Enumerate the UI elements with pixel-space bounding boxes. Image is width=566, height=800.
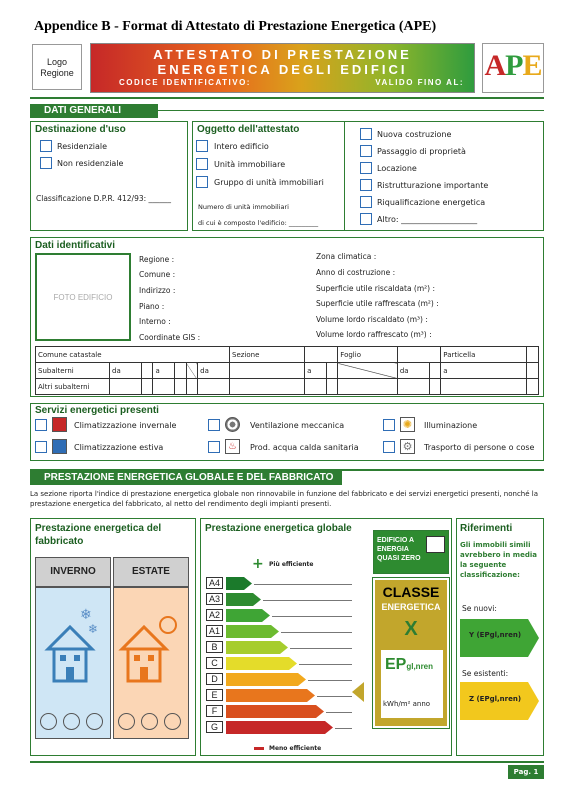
climatizzazione-estiva-label: Climatizzazione estiva <box>74 443 164 452</box>
nzeb-box <box>373 530 449 574</box>
energy-class-line <box>299 664 352 665</box>
esistenti-label: Se esistenti: <box>462 669 509 678</box>
valido-label: VALIDO FINO AL: <box>375 78 464 87</box>
indirizzo-field: Indirizzo : <box>139 286 176 295</box>
energy-class-bar-d <box>226 673 308 686</box>
subalterni-cell: Subalterni <box>36 363 110 379</box>
plus-icon: + <box>252 556 264 572</box>
energy-class-label-e: E <box>206 689 223 701</box>
snowflake-icon: ❄ <box>88 622 99 636</box>
winter-house-icon <box>44 605 104 685</box>
ape-banner <box>90 43 475 93</box>
foglio-cell: Foglio <box>338 347 398 363</box>
gear-icon: ⚙ <box>400 439 415 454</box>
energy-class-bar-c <box>226 657 299 670</box>
fabbricato-title: Prestazione energetica del fabbricato <box>35 523 162 547</box>
energy-class-line <box>290 648 352 649</box>
ventilazione-meccanica-checkbox[interactable] <box>208 419 220 431</box>
illuminazione-checkbox[interactable] <box>383 419 395 431</box>
energy-class-label-a1: A1 <box>206 625 223 637</box>
divider <box>30 97 544 99</box>
comune-catastale-cell: Comune catastale <box>36 347 230 363</box>
radiator-icon <box>52 417 67 432</box>
energy-class-line <box>308 680 352 681</box>
altri-subalterni-cell: Altri subalterni <box>36 379 110 395</box>
energy-class-bar-a1 <box>226 625 281 638</box>
volume-riscaldato-field: Volume lordo riscaldato (m³) : <box>316 315 428 324</box>
ape-logo-text: APE <box>484 49 542 82</box>
coordinate-gis-field: Coordinate GIS : <box>139 333 201 342</box>
ape-logo <box>482 43 544 93</box>
codice-label: CODICE IDENTIFICATIVO: <box>119 78 251 87</box>
riferimenti-title: Riferimenti <box>460 523 513 534</box>
foto-edificio-placeholder: FOTO EDIFICIO <box>35 253 131 341</box>
air-conditioner-icon <box>52 439 67 454</box>
smiley-neutral-icon[interactable] <box>141 713 158 730</box>
nzeb-checkbox[interactable] <box>426 536 445 553</box>
minus-icon <box>254 747 264 750</box>
section-dati-generali: DATI GENERALI <box>30 104 158 118</box>
intero-edificio-checkbox[interactable] <box>196 140 208 152</box>
smiley-sad-icon[interactable] <box>86 713 103 730</box>
energy-class-line <box>263 600 352 601</box>
comune-field: Comune : <box>139 270 176 279</box>
logo-regione: Logo Regione <box>32 44 82 90</box>
globale-title: Prestazione energetica globale <box>205 523 352 534</box>
trasporto-checkbox[interactable] <box>383 441 395 453</box>
zona-climatica-field: Zona climatica : <box>316 252 377 261</box>
energy-class-line <box>272 616 352 617</box>
non-residenziale-checkbox[interactable] <box>40 157 52 169</box>
acqua-calda-label: Prod. acqua calda sanitaria <box>250 443 359 452</box>
nzeb-label: EDIFICIO A ENERGIA QUASI ZERO <box>377 537 421 562</box>
classe-value: X <box>404 618 418 640</box>
catasto-table <box>35 346 539 395</box>
servizi-title: Servizi energetici presenti <box>35 405 159 416</box>
page-number: Pag. 1 <box>508 765 544 779</box>
piano-field: Piano : <box>139 302 165 311</box>
acqua-calda-checkbox[interactable] <box>208 441 220 453</box>
banner-line-2: ENERGETICA DEGLI EDIFICI <box>157 62 408 77</box>
catasto-header-row <box>36 347 539 363</box>
energy-class-label-c: C <box>206 657 223 669</box>
ep-subscript: gl,nren <box>406 662 434 671</box>
nuova-costruzione-label: Nuova costruzione <box>377 130 452 139</box>
trasporto-label: Trasporto di persone o cose <box>424 443 535 452</box>
energy-class-label-a3: A3 <box>206 593 223 605</box>
classificazione-field: Classificazione D.P.R. 412/93: ______ <box>36 194 172 203</box>
sezione-cell: Sezione <box>230 347 305 363</box>
energetica-label: ENERGETICA <box>381 602 441 612</box>
anno-costruzione-field: Anno di costruzione : <box>316 268 396 277</box>
smiley-happy-icon[interactable] <box>40 713 57 730</box>
unita-immobiliare-label: Unità immobiliare <box>214 160 286 169</box>
classe-label: CLASSE <box>382 584 440 600</box>
residenziale-checkbox[interactable] <box>40 140 52 152</box>
regione-field: Regione : <box>139 255 175 264</box>
energy-class-label-f: F <box>206 705 223 717</box>
energy-class-bar-a4 <box>226 577 254 590</box>
ep-label: EPgl,nren <box>385 656 434 673</box>
energy-class-bar-a3 <box>226 593 263 606</box>
banner-line-1: ATTESTATO DI PRESTAZIONE <box>153 47 412 62</box>
energy-class-line <box>335 728 352 729</box>
energy-class-label-b: B <box>206 641 223 653</box>
climatizzazione-invernale-checkbox[interactable] <box>35 419 47 431</box>
energy-class-bar-a2 <box>226 609 272 622</box>
ristrutturazione-label: Ristrutturazione importante <box>377 181 489 190</box>
dati-identificativi-title: Dati identificativi <box>35 240 116 251</box>
passaggio-proprieta-checkbox[interactable] <box>360 145 372 157</box>
page-title: Appendice B - Format di Attestato di Prestazione Energetica (APE) <box>34 19 437 34</box>
faucet-icon: ♨ <box>225 439 240 454</box>
energy-class-bar-e <box>226 689 317 702</box>
nuovi-label: Se nuovi: <box>462 604 497 613</box>
non-residenziale-label: Non residenziale <box>57 159 124 168</box>
energy-class-bar-f <box>226 705 326 718</box>
destinazione-box <box>30 121 188 231</box>
energy-class-label-g: G <box>206 721 223 733</box>
nuovi-value: Y (EPgl,nren) <box>468 631 522 639</box>
ventilazione-meccanica-label: Ventilazione meccanica <box>250 421 345 430</box>
prestazione-description: La sezione riporta l'indice di prestazione energetica globale non rinnovabile in funzione del fabbricato e dei servizi energetici presenti, nonché la prestazione energetica del fabbricato, al netto del rendimento degli impianti presenti. <box>30 490 539 508</box>
snowflake-icon: ❄ <box>80 607 92 623</box>
gruppo-unita-label: Gruppo di unità immobiliari <box>214 178 324 187</box>
destinazione-title: Destinazione d'uso <box>35 124 126 135</box>
superficie-raffrescata-field: Superficie utile raffrescata (m²) : <box>316 299 439 308</box>
energy-class-line <box>254 584 352 585</box>
classe-box <box>373 578 449 728</box>
subalterni-row: Subalterni da a da a da a <box>36 363 539 379</box>
fan-icon <box>225 417 240 432</box>
energy-class-line <box>326 712 352 713</box>
gruppo-unita-checkbox[interactable] <box>196 176 208 188</box>
energy-class-bar-g <box>226 721 335 734</box>
energy-class-line <box>317 696 352 697</box>
residenziale-label: Residenziale <box>57 142 108 151</box>
meno-efficiente-label: Meno efficiente <box>269 745 322 752</box>
piu-efficiente-label: Più efficiente <box>269 561 314 568</box>
smiley-neutral-icon[interactable] <box>63 713 80 730</box>
altro-field[interactable]: Altro: ___________________ <box>377 215 478 224</box>
energy-class-label-d: D <box>206 673 223 685</box>
sun-icon <box>160 617 176 633</box>
altri-subalterni-row <box>36 379 539 395</box>
volume-raffrescato-field: Volume lordo raffrescato (m³) : <box>316 330 432 339</box>
section-prestazione: PRESTAZIONE ENERGETICA GLOBALE E DEL FABBRICATO <box>30 471 342 485</box>
light-bulb-icon: ✺ <box>400 417 415 432</box>
ep-box <box>381 650 443 718</box>
oggetto-title: Oggetto dell'attestato <box>197 124 300 135</box>
altro-checkbox[interactable] <box>360 213 372 225</box>
locazione-checkbox[interactable] <box>360 162 372 174</box>
energy-class-line <box>281 632 352 633</box>
ep-unit: kWh/m² anno <box>383 700 431 708</box>
climatizzazione-invernale-label: Climatizzazione invernale <box>74 421 177 430</box>
numero-unita-label: Numero di unità immobiliari <box>198 203 289 211</box>
class-pointer-arrow-icon <box>352 682 364 702</box>
riferimenti-text: Gli immobili simili avrebbero in media la seguente classificazione: <box>460 541 537 579</box>
energy-class-label-a2: A2 <box>206 609 223 621</box>
passaggio-proprieta-label: Passaggio di proprietà <box>377 147 466 156</box>
climatizzazione-estiva-checkbox[interactable] <box>35 441 47 453</box>
esistenti-value: Z (EPgl,nren) <box>468 695 522 703</box>
numero-unita-field: di cui è composto l'edificio: _________ <box>198 219 319 227</box>
interno-field: Interno : <box>139 317 171 326</box>
summer-house-icon <box>118 605 184 685</box>
riqualificazione-label: Riqualificazione energetica <box>377 198 486 207</box>
ristrutturazione-checkbox[interactable] <box>360 179 372 191</box>
smiley-sad-icon[interactable] <box>164 713 181 730</box>
energy-class-label-a4: A4 <box>206 577 223 589</box>
inverno-header: INVERNO <box>35 557 111 587</box>
nuova-costruzione-checkbox[interactable] <box>360 128 372 140</box>
smiley-happy-icon[interactable] <box>118 713 135 730</box>
intero-edificio-label: Intero edificio <box>214 142 269 151</box>
riqualificazione-checkbox[interactable] <box>360 196 372 208</box>
locazione-label: Locazione <box>377 164 417 173</box>
particella-cell: Particella <box>441 347 527 363</box>
estate-header: ESTATE <box>113 557 189 587</box>
energy-class-bar-b <box>226 641 290 654</box>
unita-immobiliare-checkbox[interactable] <box>196 158 208 170</box>
illuminazione-label: Illuminazione <box>424 421 478 430</box>
superficie-riscaldata-field: Superficie utile riscaldata (m²) : <box>316 284 435 293</box>
